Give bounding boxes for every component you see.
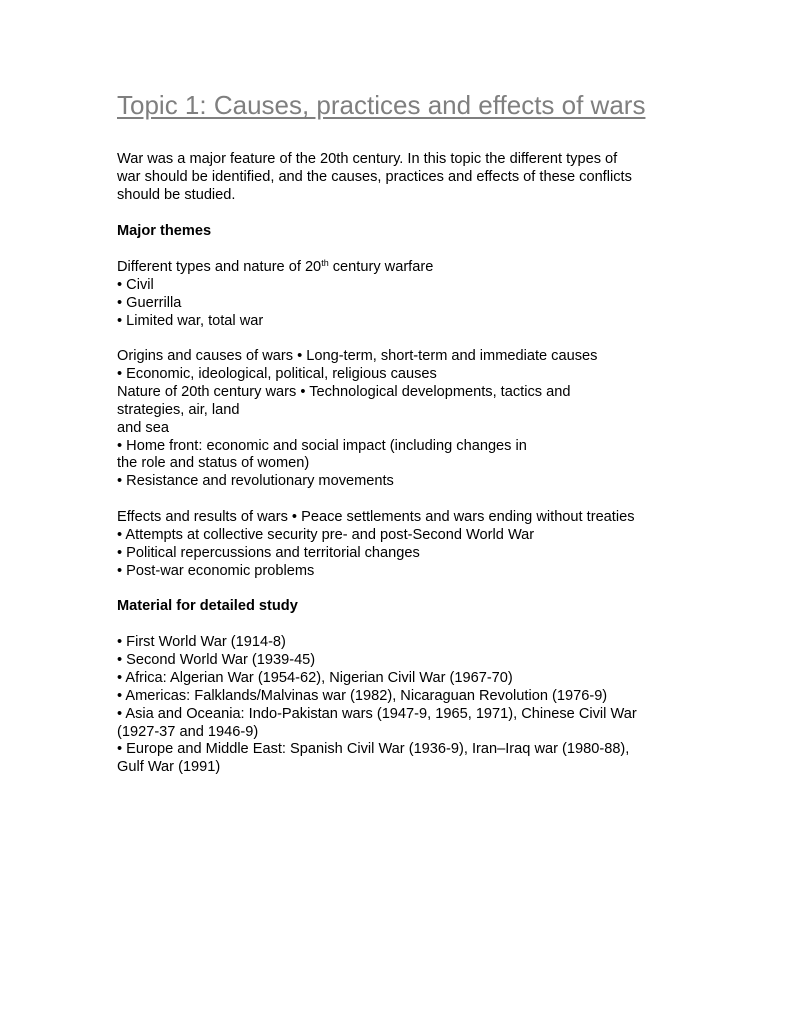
warfare-types-heading xyxy=(117,259,433,277)
list-item: • Europe and Middle East: Spanish Civil War (1936‐9), Iran–Iraq war (1980‐88), xyxy=(117,741,630,758)
list-item: Effects and results of wars • Peace settlements and wars ending without treaties xyxy=(117,509,635,525)
list-item: • Asia and Oceania: Indo-Pakistan wars (1947‐9, 1965, 1971), Chinese Civil War xyxy=(117,705,637,722)
list-item: (1927‐37 and 1946‐9) xyxy=(117,723,259,740)
list-item: the role and status of women) xyxy=(117,455,310,472)
list-item: • Civil xyxy=(117,276,154,293)
list-item: Nature of 20th century wars • Technological developments, tactics and xyxy=(117,383,571,400)
superscript-th: th xyxy=(321,258,329,268)
origins-section xyxy=(117,348,597,491)
list-item: Gulf War (1991) xyxy=(117,759,221,776)
list-item: • Americas: Falklands/Malvinas war (1982), Nicaraguan Revolution (1976‐9) xyxy=(117,687,608,704)
warfare-types-heading-text: century warfare xyxy=(328,259,434,275)
material-heading: Material for detailed study xyxy=(117,598,298,614)
list-item: • First World War (1914‐8) xyxy=(117,634,286,650)
page-title: Topic 1: Causes, practices and effects of wars xyxy=(117,90,646,120)
intro-line: war should be identified, and the causes, practices and effects of these conflicts xyxy=(117,168,632,185)
list-item: • Second World War (1939‐45) xyxy=(117,651,316,668)
warfare-types-section xyxy=(117,259,433,331)
list-item: • Attempts at collective security pre- and post-Second World War xyxy=(117,526,535,543)
intro-line: War was a major feature of the 20th century. In this topic the different types of xyxy=(117,151,618,167)
list-item: strategies, air, land xyxy=(117,401,240,418)
list-item: • Home front: economic and social impact (including changes in xyxy=(117,437,527,454)
list-item: • Guerrilla xyxy=(117,294,182,311)
list-item: • Post-war economic problems xyxy=(117,562,315,579)
list-item: • Political repercussions and territorial changes xyxy=(117,544,420,561)
list-item: • Economic, ideological, political, religious causes xyxy=(117,365,437,382)
material-list xyxy=(117,634,637,777)
effects-section xyxy=(117,509,635,581)
warfare-types-heading-text: Different types and nature of 20 xyxy=(117,259,322,275)
intro-line: should be studied. xyxy=(117,186,236,203)
major-themes-heading: Major themes xyxy=(117,223,212,239)
intro-paragraph xyxy=(117,151,632,205)
list-item: Origins and causes of wars • Long-term, short-term and immediate causes xyxy=(117,348,598,364)
list-item: and sea xyxy=(117,419,169,436)
list-item: • Limited war, total war xyxy=(117,312,264,329)
list-item: • Africa: Algerian War (1954‐62), Nigerian Civil War (1967‐70) xyxy=(117,669,513,686)
list-item: • Resistance and revolutionary movements xyxy=(117,473,394,490)
